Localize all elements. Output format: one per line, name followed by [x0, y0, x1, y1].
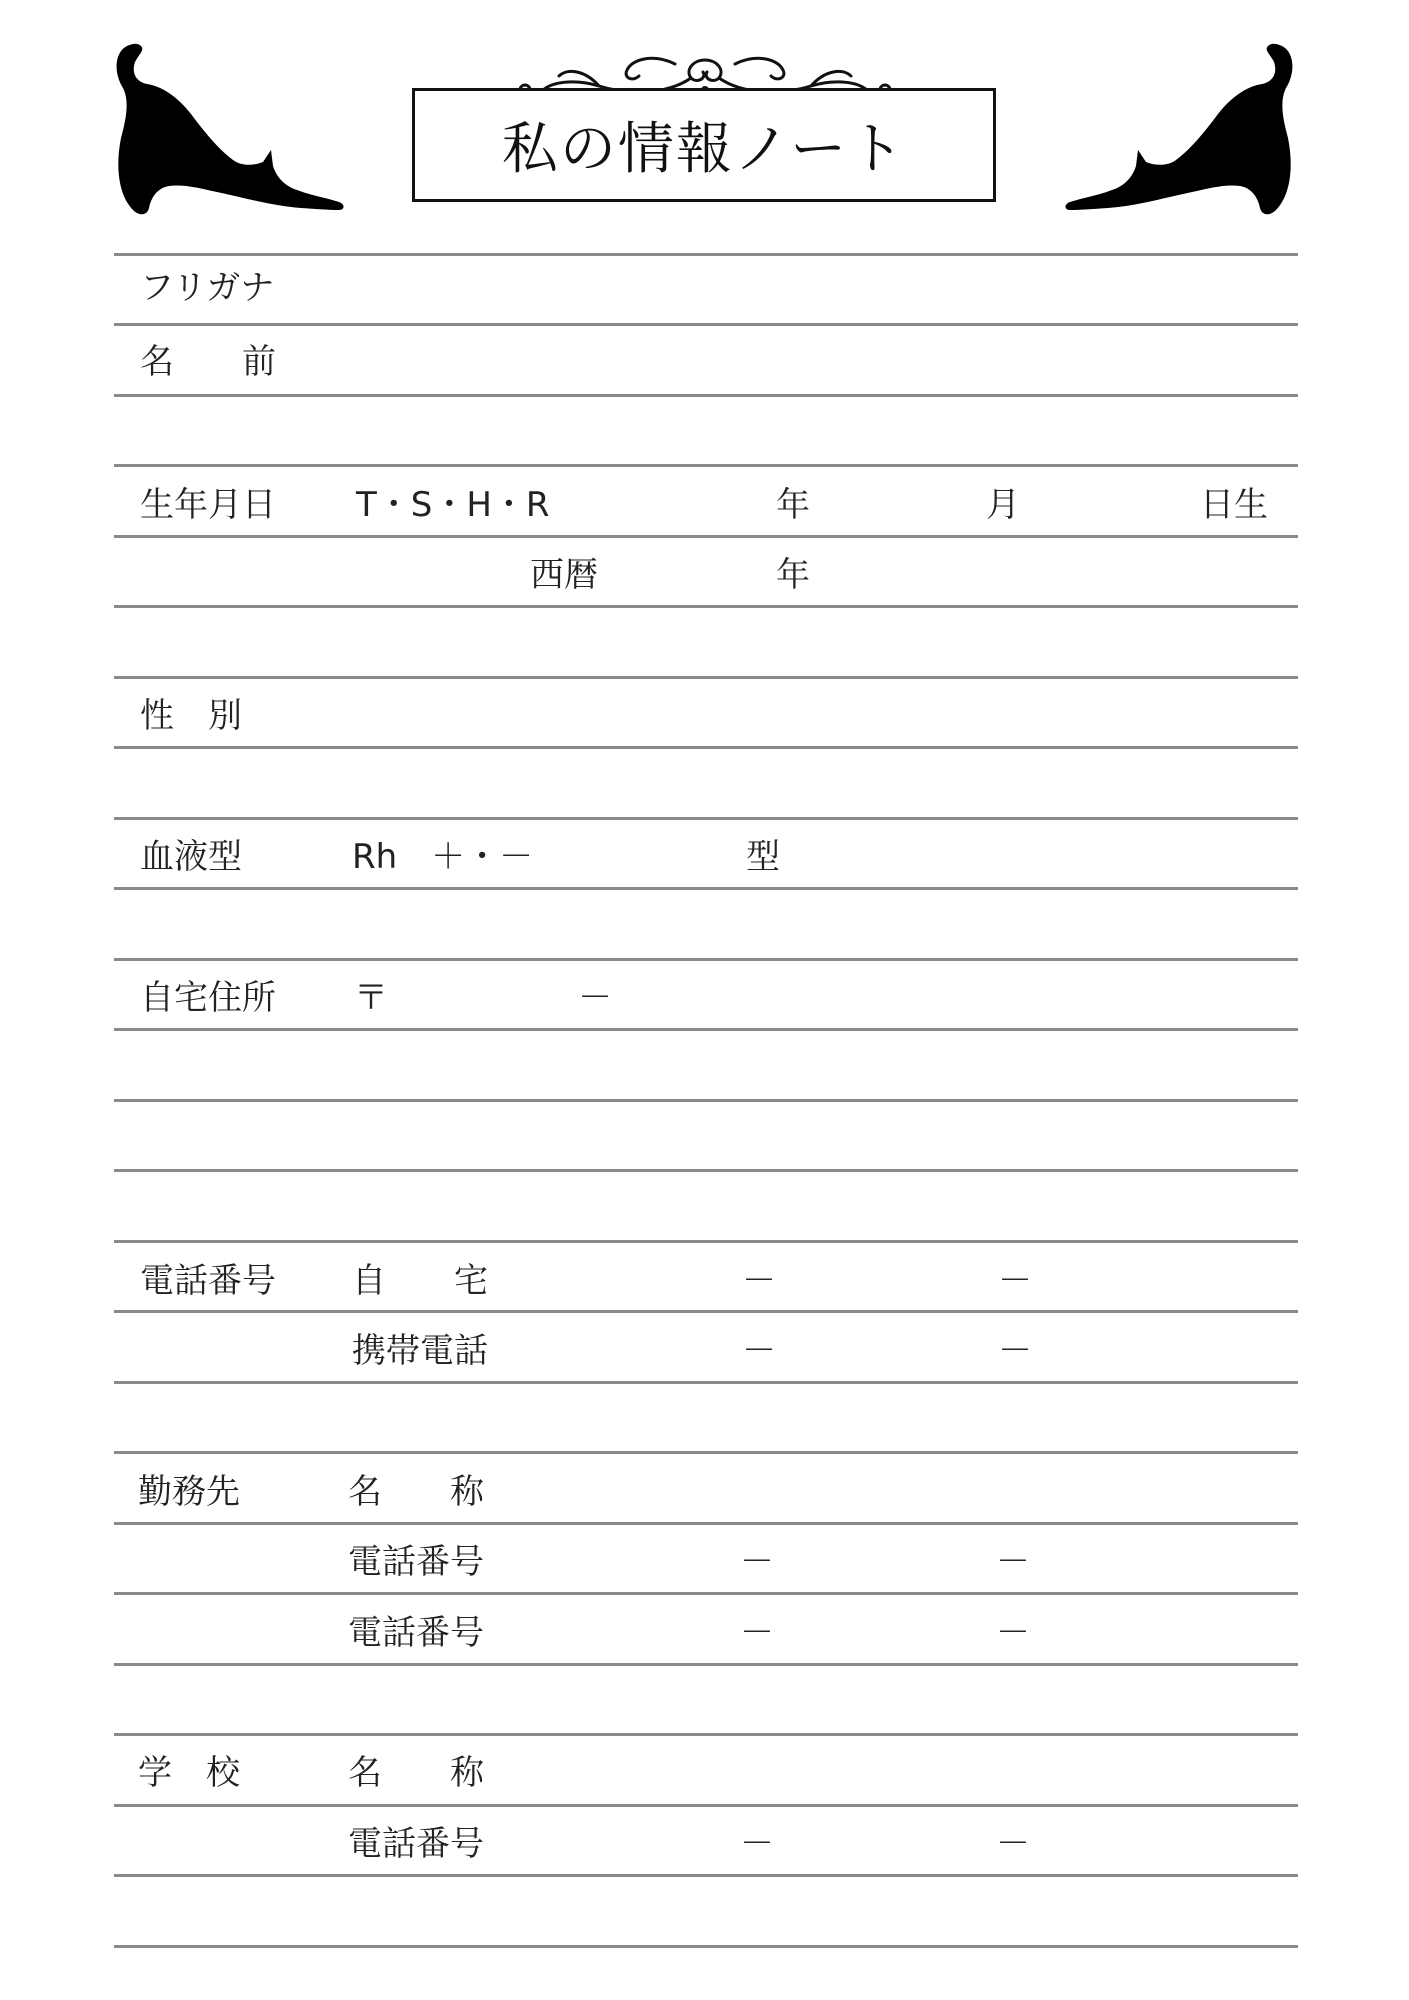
work-phone2-dash-1: －	[740, 1613, 774, 1653]
title-frame	[412, 88, 996, 202]
rule-line	[114, 1099, 1298, 1102]
name-label: 名 前	[140, 342, 276, 382]
postal-dash: －	[578, 978, 612, 1018]
work-phone-label-1: 電話番号	[348, 1542, 484, 1582]
rule-line	[114, 1522, 1298, 1525]
school-phone-dash-1: －	[740, 1824, 774, 1864]
cat-silhouette-left-icon	[113, 38, 345, 232]
rule-line	[114, 1451, 1298, 1454]
rule-line	[114, 1381, 1298, 1384]
rule-line	[114, 394, 1298, 397]
cat-silhouette-right-icon	[1064, 38, 1296, 232]
birthday-year-unit: 年	[776, 485, 810, 525]
rule-line	[114, 1310, 1298, 1313]
home-phone-dash-2: －	[998, 1261, 1032, 1301]
work-phone1-dash-2: －	[996, 1542, 1030, 1582]
home-phone-label: 自 宅	[352, 1261, 488, 1301]
rule-line	[114, 253, 1298, 256]
rule-line	[114, 323, 1298, 326]
rule-line	[114, 464, 1298, 467]
school-phone-label: 電話番号	[348, 1824, 484, 1864]
work-phone1-dash-1: －	[740, 1542, 774, 1582]
rh-options: Rh ＋・－	[352, 837, 534, 877]
rule-line	[114, 1663, 1298, 1666]
page-title: 私の情報ノート	[501, 117, 907, 182]
mobile-phone-label: 携帯電話	[352, 1331, 488, 1371]
work-label: 勤務先	[138, 1472, 240, 1512]
birthday-month-unit: 月	[986, 485, 1020, 525]
rule-line	[114, 746, 1298, 749]
rule-line	[114, 1804, 1298, 1807]
rule-line	[114, 1028, 1298, 1031]
rule-line	[114, 1240, 1298, 1243]
school-name-label: 名 称	[348, 1753, 484, 1793]
rule-line	[114, 817, 1298, 820]
mobile-phone-dash-2: －	[998, 1331, 1032, 1371]
blood-type-unit: 型	[746, 837, 780, 877]
rule-line	[114, 958, 1298, 961]
rule-line	[114, 535, 1298, 538]
postal-mark-icon: 〒	[354, 978, 388, 1018]
rule-line	[114, 887, 1298, 890]
rule-line	[114, 676, 1298, 679]
birthday-eras: T・S・H・R	[356, 485, 550, 525]
western-era-label: 西暦	[530, 555, 598, 595]
rule-line	[114, 1945, 1298, 1948]
blood-type-label: 血液型	[140, 837, 242, 877]
rule-line	[114, 1592, 1298, 1595]
rule-line	[114, 1874, 1298, 1877]
mobile-phone-dash-1: －	[742, 1331, 776, 1371]
home-phone-dash-1: －	[742, 1261, 776, 1301]
western-year-unit: 年	[776, 555, 810, 595]
gender-label: 性 別	[140, 696, 242, 736]
school-label: 学 校	[138, 1753, 240, 1793]
birthday-label: 生年月日	[140, 485, 276, 525]
rule-line	[114, 605, 1298, 608]
furigana-label: フリガナ	[140, 268, 275, 308]
school-phone-dash-2: －	[996, 1824, 1030, 1864]
address-label: 自宅住所	[140, 978, 276, 1018]
phone-label: 電話番号	[140, 1261, 276, 1301]
work-phone2-dash-2: －	[996, 1613, 1030, 1653]
birthday-day-unit: 日生	[1200, 485, 1268, 525]
rule-line	[114, 1733, 1298, 1736]
rule-line	[114, 1169, 1298, 1172]
work-phone-label-2: 電話番号	[348, 1613, 484, 1653]
work-name-label: 名 称	[348, 1472, 484, 1512]
